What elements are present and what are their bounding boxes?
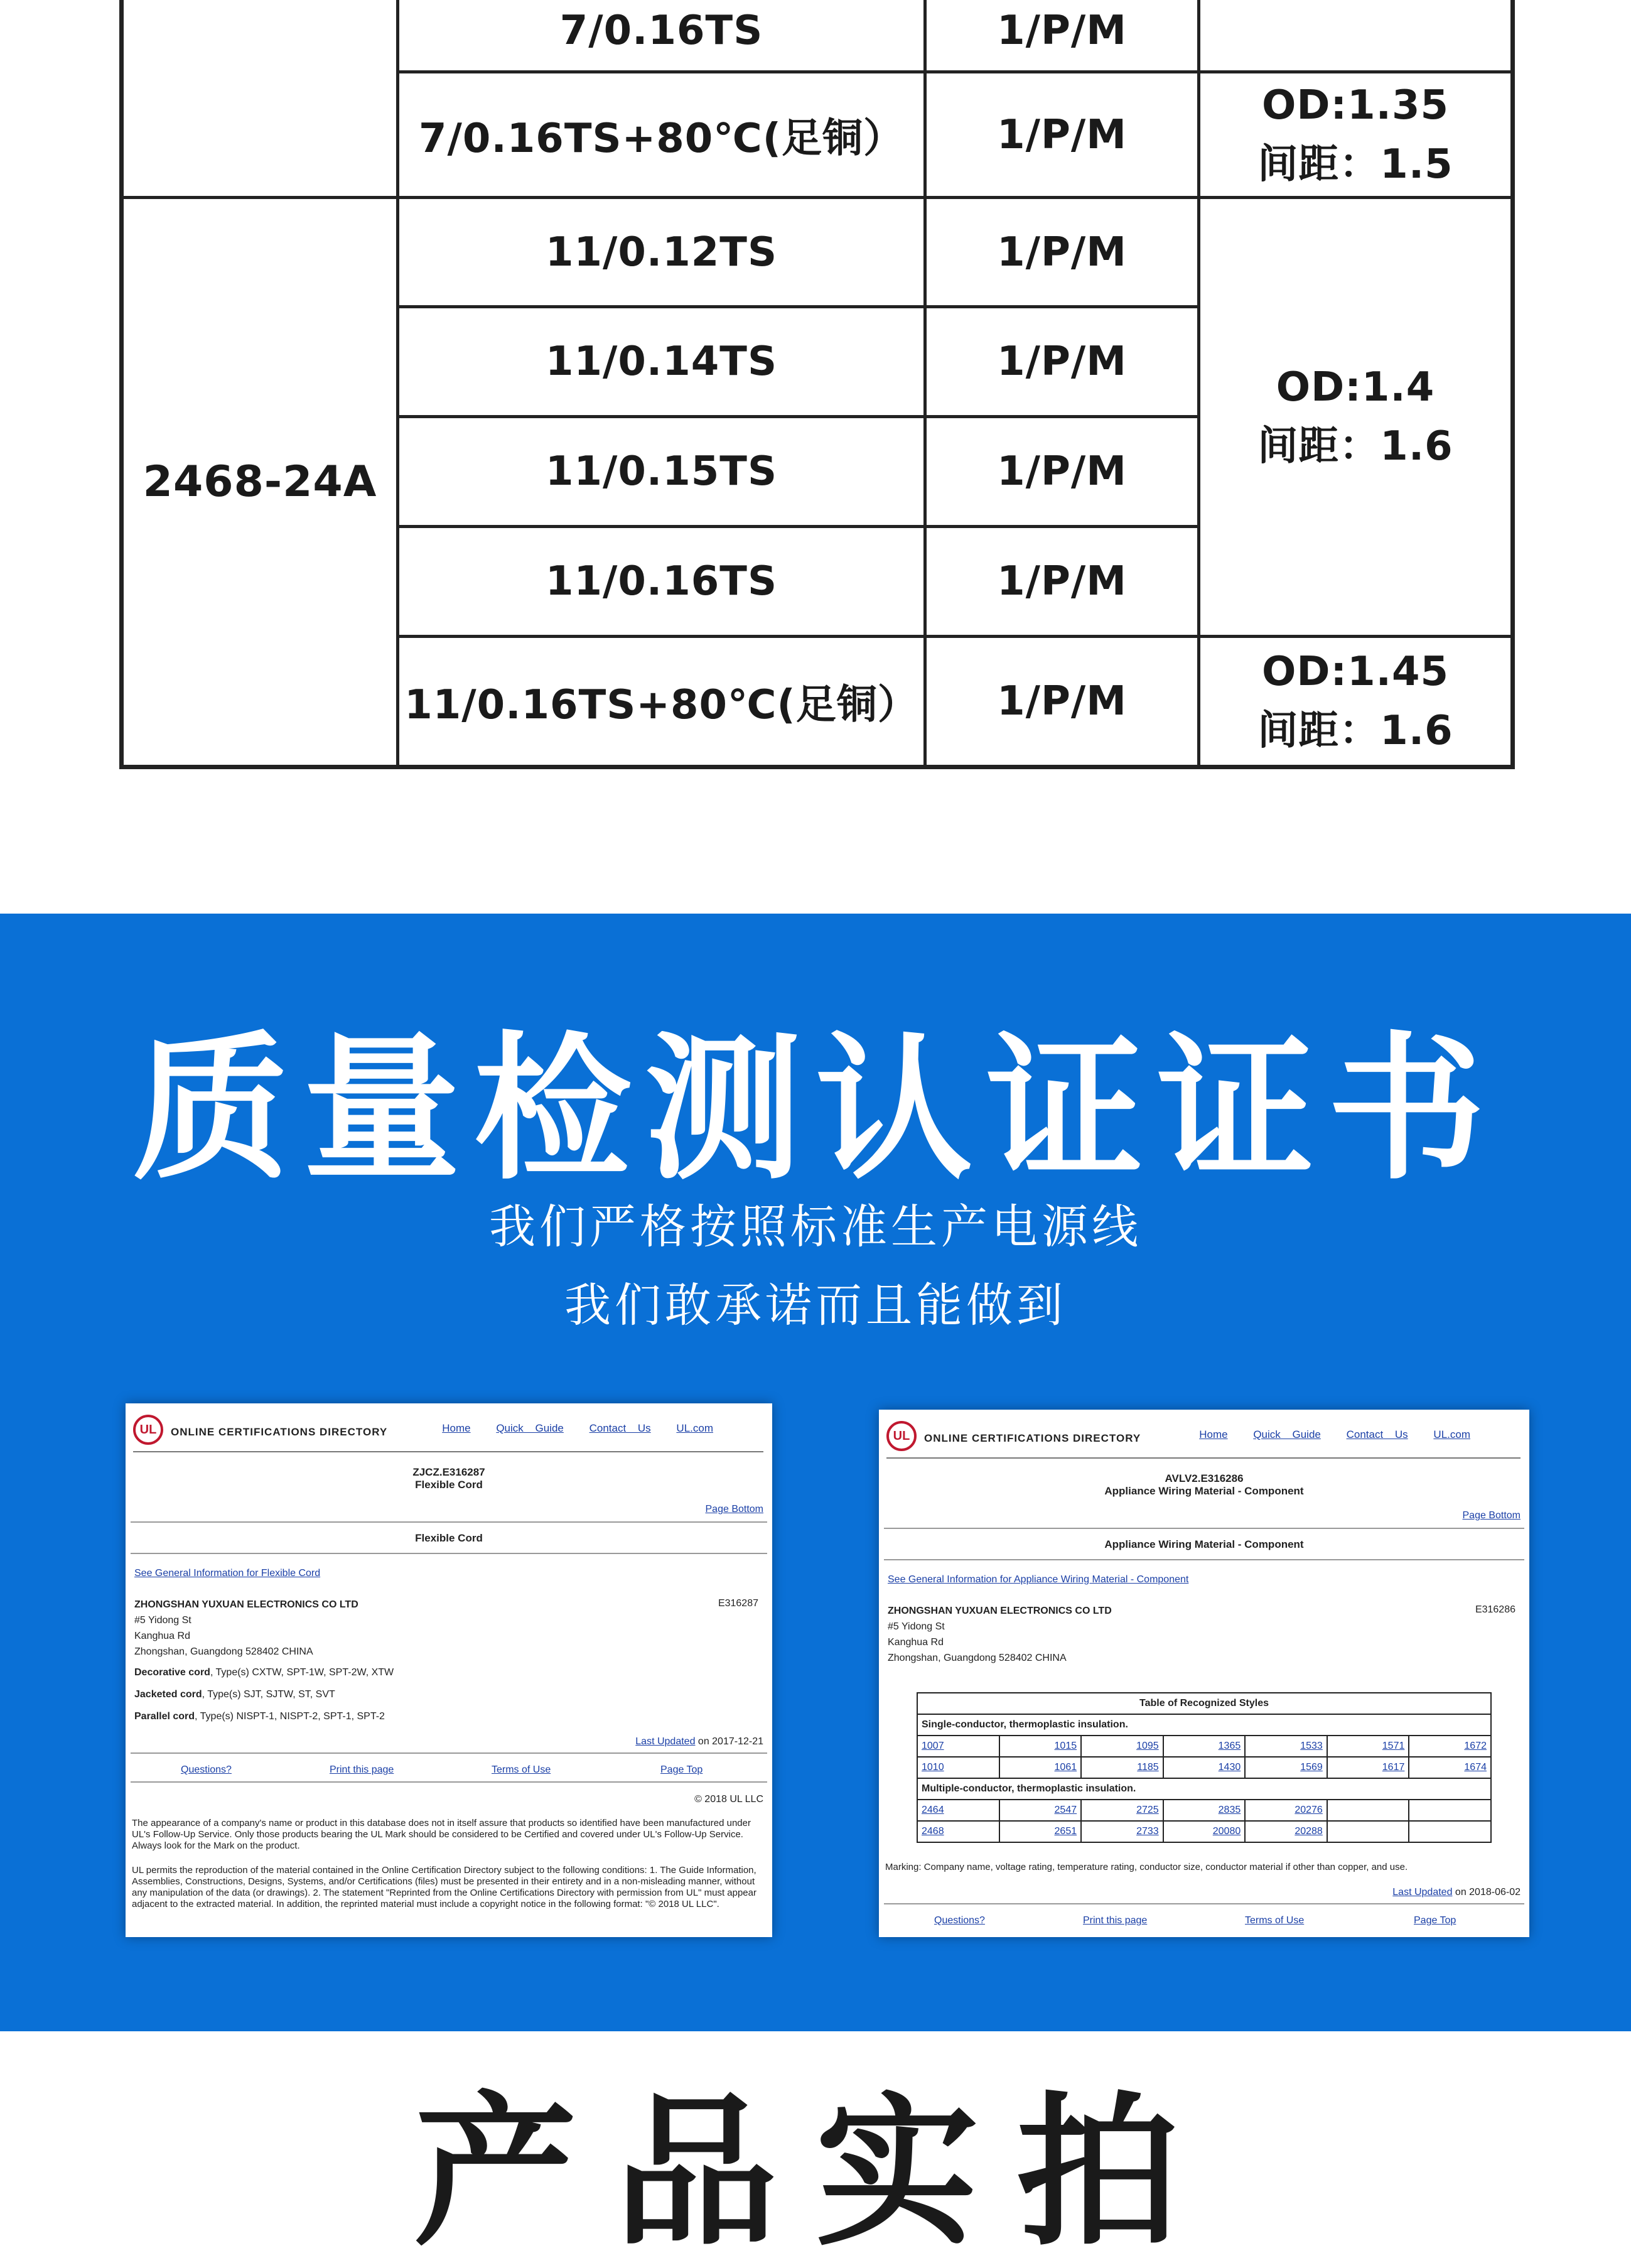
unit-cell: 1/P/M bbox=[925, 307, 1199, 417]
general-info-link[interactable]: See General Information for Flexible Cord bbox=[134, 1568, 321, 1579]
divider bbox=[131, 1553, 767, 1554]
file-number: E316287 bbox=[718, 1598, 758, 1609]
cert-code: AVLV2.E316286 bbox=[1165, 1472, 1244, 1484]
divider bbox=[884, 1903, 1524, 1904]
section-title: 质量检测认证证书 bbox=[132, 1016, 1499, 1201]
address-line: Kanghua Rd bbox=[134, 1631, 190, 1641]
terms-link[interactable]: Terms of Use bbox=[492, 1764, 551, 1775]
spec-cell: 11/0.12TS bbox=[398, 198, 925, 307]
page-bottom-link[interactable]: Page Bottom bbox=[1462, 1510, 1521, 1521]
style-link[interactable]: 1674 bbox=[1409, 1757, 1491, 1778]
style-cell bbox=[1409, 1821, 1491, 1842]
spec-cell: 11/0.16TS+80℃(足铜） bbox=[398, 637, 925, 767]
spacing-value: 间距：1.6 bbox=[1257, 423, 1453, 470]
address-line: #5 Yidong St bbox=[888, 1621, 945, 1632]
nav-home-link[interactable]: Home bbox=[1199, 1428, 1228, 1440]
od-cell bbox=[1199, 198, 1513, 637]
cert-header bbox=[886, 1418, 1521, 1459]
last-updated: Last Updated on 2017-12-21 bbox=[635, 1736, 763, 1747]
unit-cell: 1/P/M bbox=[925, 198, 1199, 307]
style-link[interactable]: 1095 bbox=[1081, 1736, 1163, 1757]
od-value: OD:1.45 bbox=[1261, 649, 1450, 695]
general-info-link[interactable]: See General Information for Appliance Wiring Material - Component bbox=[888, 1574, 1189, 1585]
style-link[interactable]: 2725 bbox=[1081, 1800, 1163, 1821]
table-title: Table of Recognized Styles bbox=[917, 1693, 1491, 1714]
table-row bbox=[917, 1714, 1491, 1736]
ul-logo: UL bbox=[886, 1421, 917, 1451]
divider bbox=[884, 1528, 1524, 1529]
nav-ul-link[interactable]: UL.com bbox=[676, 1422, 713, 1434]
section-subtitle: 我们严格按照标准生产电源线 bbox=[489, 1200, 1142, 1254]
section-subtitle: 我们敢承诺而且能做到 bbox=[564, 1278, 1067, 1332]
nav-contact-link[interactable]: Contact Us bbox=[1346, 1428, 1408, 1440]
ul-logo: UL bbox=[133, 1415, 163, 1445]
style-link[interactable]: 1430 bbox=[1163, 1757, 1246, 1778]
style-link[interactable]: 1010 bbox=[917, 1757, 999, 1778]
section-label: Multiple-conductor, thermoplastic insulation. bbox=[917, 1778, 1491, 1800]
page-top-link[interactable]: Page Top bbox=[660, 1764, 703, 1775]
permission-text: UL permits the reproduction of the material contained in the Online Certification Directory subject to the following conditions: 1. The Guide Information, Assemblies, Constructions, Designs, Systems, and/or Certifications (files) must be presented in their entirety and in a non-misleading manner, without any manipulation of the data (or drawings). 2. The statement "Reprinted from the Online Certifications Directory with permission from UL" must appear adjacent to the extracted material. In addition, the reprinted material must include a copyright notice in the following format: "© 2018 UL LLC". bbox=[132, 1865, 756, 1909]
table-row bbox=[917, 1736, 1491, 1757]
section-label: Single-conductor, thermoplastic insulation. bbox=[917, 1714, 1491, 1736]
table-row bbox=[917, 1757, 1491, 1778]
ul-certificate-appliance-wiring bbox=[879, 1410, 1529, 1937]
type-line: Decorative cord, Type(s) CXTW, SPT-1W, SPT-2W, XTW bbox=[134, 1667, 394, 1678]
divider bbox=[884, 1559, 1524, 1560]
style-link[interactable]: 1015 bbox=[999, 1736, 1082, 1757]
address-line: #5 Yidong St bbox=[134, 1615, 191, 1626]
table-row bbox=[917, 1778, 1491, 1800]
ul-certificate-flexible-cord bbox=[126, 1403, 772, 1937]
od-cell bbox=[1199, 637, 1513, 767]
style-link[interactable]: 1672 bbox=[1409, 1736, 1491, 1757]
nav-quick-guide-link[interactable]: Quick Guide bbox=[1253, 1428, 1321, 1440]
directory-name: ONLINE CERTIFICATIONS DIRECTORY bbox=[924, 1432, 1141, 1444]
table-row bbox=[917, 1693, 1491, 1714]
style-link[interactable]: 20288 bbox=[1245, 1821, 1327, 1842]
od-cell bbox=[1199, 0, 1513, 72]
disclaimer-text: The appearance of a company's name or product in this database does not in itself assure that products so identified have been manufactured under UL's Follow-Up Service. Only those products bearing the UL Mark should be considered to be Certified and covered under UL's Follow-Up Service. Always look for the Mark on the product. bbox=[132, 1818, 751, 1851]
nav-contact-link[interactable]: Contact Us bbox=[589, 1422, 651, 1434]
style-link[interactable]: 1533 bbox=[1245, 1736, 1327, 1757]
page-bottom-link[interactable]: Page Bottom bbox=[705, 1504, 763, 1515]
last-updated: Last Updated on 2018-06-02 bbox=[1392, 1887, 1521, 1898]
nav-ul-link[interactable]: UL.com bbox=[1433, 1428, 1470, 1440]
certification-band bbox=[0, 914, 1631, 2031]
questions-link[interactable]: Questions? bbox=[181, 1764, 232, 1775]
style-link[interactable]: 1571 bbox=[1327, 1736, 1409, 1757]
style-link[interactable]: 20080 bbox=[1163, 1821, 1246, 1842]
style-link[interactable]: 1569 bbox=[1245, 1757, 1327, 1778]
marking-text: Marking: Company name, voltage rating, temperature rating, conductor size, conductor material if other than copper, and use. bbox=[885, 1862, 1408, 1872]
nav-home-link[interactable]: Home bbox=[442, 1422, 471, 1434]
directory-name: ONLINE CERTIFICATIONS DIRECTORY bbox=[171, 1426, 388, 1438]
divider bbox=[131, 1781, 767, 1783]
questions-link[interactable]: Questions? bbox=[934, 1915, 985, 1926]
cert-category: Flexible Cord bbox=[415, 1479, 483, 1491]
table-row bbox=[917, 1800, 1491, 1821]
style-link[interactable]: 1061 bbox=[999, 1757, 1082, 1778]
cert-code: ZJCZ.E316287 bbox=[412, 1466, 485, 1478]
style-cell bbox=[1409, 1800, 1491, 1821]
page-top-link[interactable]: Page Top bbox=[1414, 1915, 1456, 1926]
table-row bbox=[917, 1821, 1491, 1842]
spacing-value: 间距：1.6 bbox=[1257, 708, 1453, 754]
style-link[interactable]: 1617 bbox=[1327, 1757, 1409, 1778]
style-cell bbox=[1327, 1800, 1409, 1821]
spec-cell: 7/0.16TS+80℃(足铜） bbox=[398, 72, 925, 198]
type-line: Parallel cord, Type(s) NISPT-1, NISPT-2, SPT-1, SPT-2 bbox=[134, 1711, 385, 1722]
style-link[interactable]: 1365 bbox=[1163, 1736, 1246, 1757]
address-line: Zhongshan, Guangdong 528402 CHINA bbox=[888, 1653, 1067, 1663]
spec-table bbox=[119, 0, 1515, 769]
style-link[interactable]: 20276 bbox=[1245, 1800, 1327, 1821]
od-value: OD:1.35 bbox=[1261, 82, 1450, 129]
unit-cell: 1/P/M bbox=[925, 0, 1199, 72]
style-link[interactable]: 2547 bbox=[999, 1800, 1082, 1821]
company-name: ZHONGSHAN YUXUAN ELECTRONICS CO LTD bbox=[888, 1606, 1112, 1616]
print-link[interactable]: Print this page bbox=[330, 1764, 394, 1775]
od-value: OD:1.4 bbox=[1276, 364, 1435, 411]
nav-quick-guide-link[interactable]: Quick Guide bbox=[496, 1422, 564, 1434]
print-link[interactable]: Print this page bbox=[1083, 1915, 1148, 1926]
terms-link[interactable]: Terms of Use bbox=[1245, 1915, 1305, 1926]
cert-section-title: Flexible Cord bbox=[415, 1532, 483, 1544]
address-line: Kanghua Rd bbox=[888, 1637, 944, 1648]
table-row bbox=[122, 0, 1513, 72]
unit-cell: 1/P/M bbox=[925, 417, 1199, 527]
model-cell: 2468-24A bbox=[122, 198, 398, 767]
file-number: E316286 bbox=[1475, 1604, 1515, 1615]
address-line: Zhongshan, Guangdong 528402 CHINA bbox=[134, 1646, 313, 1657]
company-address bbox=[888, 1603, 1112, 1666]
cert-section-title: Appliance Wiring Material - Component bbox=[1104, 1538, 1304, 1550]
company-address bbox=[134, 1597, 358, 1660]
style-link[interactable]: 2651 bbox=[999, 1821, 1082, 1842]
style-link[interactable]: 2468 bbox=[917, 1821, 999, 1842]
unit-cell: 1/P/M bbox=[925, 527, 1199, 637]
unit-cell: 1/P/M bbox=[925, 72, 1199, 198]
spec-cell: 11/0.14TS bbox=[398, 307, 925, 417]
style-cell bbox=[1327, 1821, 1409, 1842]
cert-category: Appliance Wiring Material - Component bbox=[1104, 1485, 1304, 1497]
cert-header bbox=[133, 1412, 763, 1452]
style-link[interactable]: 2835 bbox=[1163, 1800, 1246, 1821]
company-name: ZHONGSHAN YUXUAN ELECTRONICS CO LTD bbox=[134, 1599, 358, 1610]
table-row bbox=[122, 198, 1513, 307]
od-cell bbox=[1199, 72, 1513, 198]
copyright: © 2018 UL LLC bbox=[694, 1794, 763, 1805]
product-photo-title: 产品实拍 bbox=[414, 2076, 1217, 2268]
type-line: Jacketed cord, Type(s) SJT, SJTW, ST, SVT bbox=[134, 1689, 335, 1700]
style-link[interactable]: 1185 bbox=[1081, 1757, 1163, 1778]
cert-nav bbox=[1185, 1428, 1470, 1441]
style-link[interactable]: 2733 bbox=[1081, 1821, 1163, 1842]
recognized-styles-table bbox=[917, 1692, 1492, 1843]
style-link[interactable]: 2464 bbox=[917, 1800, 999, 1821]
spec-cell: 11/0.16TS bbox=[398, 527, 925, 637]
cert-nav bbox=[428, 1422, 713, 1435]
unit-cell: 1/P/M bbox=[925, 637, 1199, 767]
spec-cell: 7/0.16TS bbox=[398, 0, 925, 72]
divider bbox=[131, 1521, 767, 1523]
spec-cell: 11/0.15TS bbox=[398, 417, 925, 527]
style-link[interactable]: 1007 bbox=[917, 1736, 999, 1757]
spacing-value: 间距：1.5 bbox=[1257, 141, 1453, 188]
model-cell bbox=[122, 0, 398, 198]
divider bbox=[131, 1752, 767, 1754]
